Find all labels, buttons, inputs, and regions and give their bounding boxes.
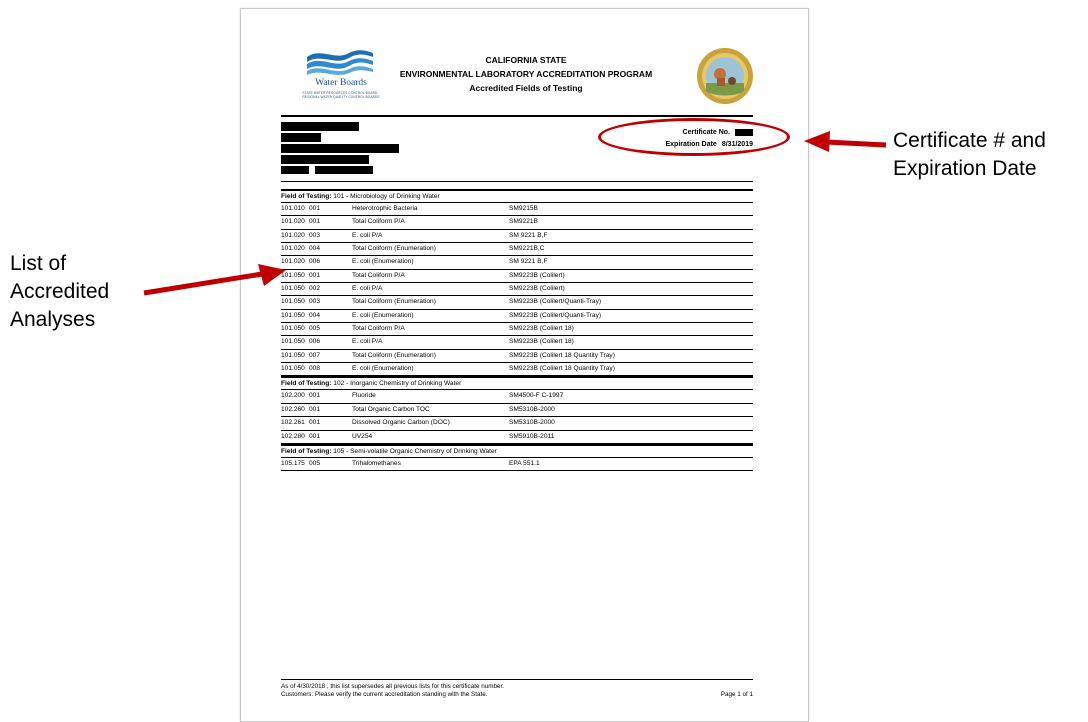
analyte-name: Total Coliform (Enumeration) <box>352 245 436 253</box>
analyte-code: 102.261 <box>281 419 305 427</box>
analyte-name: E. coli (Enumeration) <box>352 365 414 373</box>
analyte-name: E. coli P/A <box>352 285 383 293</box>
analyte-code: 101.050 <box>281 365 305 373</box>
analyte-subcode: 006 <box>309 258 321 266</box>
annotation-certificate-expiration: Certificate # and Expiration Date <box>893 129 1046 180</box>
expiration-value: 8/31/2019 <box>721 141 753 148</box>
title-line-1: CALIFORNIA STATE <box>485 55 567 65</box>
logo-text: Water Boards <box>315 78 367 88</box>
redacted-line <box>281 166 309 174</box>
table-row <box>281 417 753 430</box>
analyte-code: 101.050 <box>281 311 305 319</box>
analyte-subcode: 004 <box>309 245 321 253</box>
redacted-line <box>315 166 373 174</box>
footer-line-2: Customers: Please verify the current accreditation standing with the State. <box>281 691 488 698</box>
method-name: SM4500-F C-1997 <box>509 392 564 400</box>
table-row <box>281 404 753 417</box>
document-title <box>376 53 676 95</box>
annotation-accredited-analyses: List of Accredited Analyses <box>10 252 110 331</box>
redacted-lab-name <box>281 122 359 131</box>
analyte-code: 101.020 <box>281 218 305 226</box>
state-seal-icon <box>696 47 754 105</box>
analyte-code: 102.280 <box>281 432 305 440</box>
analyte-code: 102.260 <box>281 405 305 413</box>
page-footer <box>281 679 753 699</box>
field-of-testing-header <box>281 376 753 390</box>
table-row <box>281 296 753 309</box>
field-of-testing-label: Field of Testing: <box>281 380 332 388</box>
analyte-code: 101.020 <box>281 258 305 266</box>
certificate-highlight-oval <box>598 118 790 156</box>
table-row <box>281 283 753 296</box>
analyte-code: 101.050 <box>281 338 305 346</box>
analyte-name: Trihalomethanes <box>352 459 401 467</box>
redacted-line <box>281 133 321 142</box>
analyte-name: Total Coliform P/A <box>352 325 405 333</box>
method-name: SM9223B (Colilert/Quanti-Tray) <box>509 311 602 319</box>
header-rule <box>281 115 753 117</box>
analyte-name: Total Coliform (Enumeration) <box>352 298 436 306</box>
analyte-code: 101.050 <box>281 271 305 279</box>
analyte-subcode: 003 <box>309 231 321 239</box>
method-name: SM9223B (Colilert 18) <box>509 338 574 346</box>
table-row <box>281 230 753 243</box>
analyte-name: Total Coliform P/A <box>352 218 405 226</box>
separator-rule <box>281 181 753 182</box>
analyte-name: Heterotrophic Bacteria <box>352 205 418 212</box>
analyte-subcode: 001 <box>309 419 321 427</box>
analyte-name: UV254 <box>352 432 373 440</box>
analyte-code: 101.050 <box>281 285 305 293</box>
table-row <box>281 363 753 376</box>
analyte-subcode: 001 <box>309 392 321 400</box>
arrow-to-analyses-icon <box>140 262 290 302</box>
analyte-subcode: 001 <box>309 432 321 440</box>
method-name: SM9223B (Colilert 18 Quantity Tray) <box>509 351 615 359</box>
analyte-subcode: 001 <box>309 405 321 413</box>
accredited-fields-table <box>281 189 753 471</box>
analyte-name: Total Coliform P/A <box>352 271 405 279</box>
analyte-code: 101.050 <box>281 298 305 306</box>
analyte-subcode: 003 <box>309 298 321 306</box>
method-name: SM5310B-2000 <box>509 405 555 413</box>
analyte-code: 101.020 <box>281 231 305 239</box>
analyte-subcode: 004 <box>309 311 321 319</box>
field-of-testing-label: Field of Testing: <box>281 193 332 200</box>
analyte-subcode: 002 <box>309 285 321 293</box>
analyte-subcode: 008 <box>309 365 321 373</box>
table-row <box>281 336 753 349</box>
expiration-label: Expiration Date <box>665 141 717 148</box>
method-name: SM9215B <box>509 205 538 212</box>
analyte-subcode: 001 <box>309 271 321 279</box>
analyte-name: Dissolved Organic Carbon (DOC) <box>352 419 450 427</box>
method-name: SM9223B (Colilert 18 Quantity Tray) <box>509 365 615 373</box>
analyte-code: 105.175 <box>281 459 305 467</box>
analyte-code: 101.050 <box>281 325 305 333</box>
analyte-name: E. coli (Enumeration) <box>352 258 414 266</box>
title-line-3: Accredited Fields of Testing <box>469 83 583 93</box>
table-row <box>281 216 753 229</box>
table-row <box>281 256 753 269</box>
analyte-name: Fluoride <box>352 392 376 400</box>
method-name: SM5310B-2000 <box>509 419 555 427</box>
analyte-code: 102.200 <box>281 392 305 400</box>
method-name: EPA 551.1 <box>509 459 540 467</box>
page-number: Page 1 of 1 <box>720 691 753 698</box>
analyte-name: Total Coliform (Enumeration) <box>352 351 436 359</box>
footer-line-1: As of 4/30/2018 , this list supersedes all previous lists for this certificate number. <box>281 683 504 690</box>
table-row <box>281 458 753 471</box>
analyte-name: E. coli (Enumeration) <box>352 311 414 319</box>
analyte-subcode: 005 <box>309 459 321 467</box>
method-name: SM9221B <box>509 218 538 226</box>
method-name: SM9221B,C <box>509 245 545 253</box>
table-row <box>281 323 753 336</box>
table-row <box>281 350 753 363</box>
logo-subtitle: STATE WATER RESOURCES CONTROL BOARD · REGIONAL WATER QUALITY CONTROL BOARDS <box>302 91 380 99</box>
arrow-to-certificate-icon <box>800 130 890 156</box>
method-name: SM 9221 B,F <box>509 258 548 266</box>
table-row <box>281 310 753 323</box>
water-boards-logo <box>301 47 381 103</box>
table-row <box>281 203 753 216</box>
method-name: SM9223B (Colilert) <box>509 285 565 293</box>
analyte-subcode: 007 <box>309 351 321 359</box>
analyte-code: 101.010 <box>281 205 305 212</box>
redacted-line <box>281 155 369 164</box>
field-of-testing-title: 102 - Inorganic Chemistry of Drinking Water <box>333 380 462 388</box>
title-line-2: ENVIRONMENTAL LABORATORY ACCREDITATION PROGRAM <box>399 69 653 79</box>
analyte-subcode: 006 <box>309 338 321 346</box>
certificate-page <box>240 8 809 722</box>
table-row <box>281 390 753 403</box>
field-of-testing-header <box>281 189 753 203</box>
table-row <box>281 431 753 444</box>
table-row <box>281 243 753 256</box>
analyte-name: Total Organic Carbon TOC <box>352 405 430 413</box>
analyte-name: E. coli P/A <box>352 231 383 239</box>
analyte-subcode: 005 <box>309 325 321 333</box>
field-of-testing-header <box>281 444 753 458</box>
field-of-testing-title: 105 - Semi-volatile Organic Chemistry of Drinking Water <box>333 447 497 455</box>
method-name: SM9223B (Colilert/Quanti-Tray) <box>509 298 602 306</box>
page-content <box>281 9 753 721</box>
wave-logo-icon <box>301 47 381 81</box>
analyte-code: 101.020 <box>281 245 305 253</box>
method-name: SM 9221 B,F <box>509 231 548 239</box>
analyte-name: E. coli P/A <box>352 338 383 346</box>
field-of-testing-title: 101 - Microbiology of Drinking Water <box>333 193 440 200</box>
method-name: SM9223B (Colilert) <box>509 271 565 279</box>
method-name: SM9223B (Colilert 18) <box>509 325 574 333</box>
method-name: SM5910B-2011 <box>509 432 555 440</box>
redacted-line <box>281 144 399 153</box>
analyte-subcode: 001 <box>309 218 321 226</box>
analyte-code: 101.050 <box>281 351 305 359</box>
field-of-testing-label: Field of Testing: <box>281 447 332 455</box>
table-row <box>281 270 753 283</box>
analyte-subcode: 001 <box>309 205 321 212</box>
certificate-number-label: Certificate No. <box>682 129 730 136</box>
